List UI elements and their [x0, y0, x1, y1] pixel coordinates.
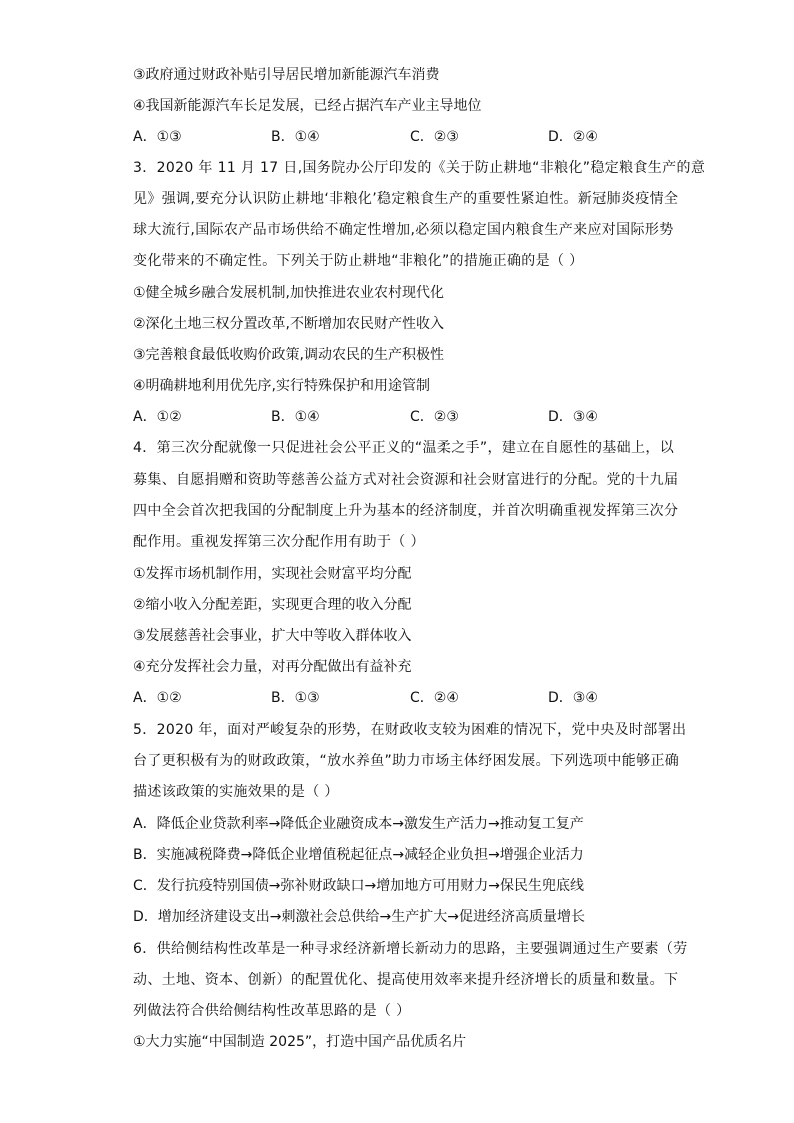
answer-options [133, 127, 673, 147]
option-c[interactable]: C．②③ [410, 129, 459, 145]
statement-item: ①发挥市场机制作用，实现社会财富平均分配 [133, 566, 412, 582]
question-stem: 4．第三次分配就像一只促进社会公平正义的“温柔之手”，建立在自愿性的基础上，以 [133, 440, 675, 456]
answer-options [133, 688, 673, 708]
option-d[interactable]: D．②④ [548, 129, 598, 145]
question-stem: 6．供给侧结构性改革是一种寻求经济新增长新动力的思路，主要强调通过生产要素（劳 [133, 941, 688, 957]
choice-c[interactable]: C．发行抗疫特别国债→弥补财政缺口→增加地方可用财力→保民生兜底线 [133, 878, 584, 894]
question-stem: 描述该政策的实施效果的是（ ） [133, 784, 339, 800]
statement-item: ③完善粮食最低收购价政策,调动农民的生产积极性 [133, 347, 444, 363]
option-b[interactable]: B．①④ [271, 409, 320, 425]
statement-item: ④明确耕地利用优先序,实行特殊保护和用途管制 [133, 378, 430, 394]
statement-item: ④充分发挥社会力量，对再分配做出有益补充 [133, 659, 412, 675]
statement-item: ②缩小收入分配差距，实现更合理的收入分配 [133, 597, 412, 613]
option-a[interactable]: A．①② [133, 690, 182, 706]
answer-options [133, 407, 673, 427]
question-stem: 台了更积极有为的财政政策，“放水养鱼”助力市场主体纾困发展。下列选项中能够正确 [133, 753, 680, 769]
statement-item: ①大力实施“中国制造 2025”，打造中国产品优质名片 [133, 1034, 467, 1050]
question-stem: 配作用。重视发挥第三次分配作用有助于（ ） [133, 534, 425, 550]
option-d[interactable]: D．③④ [548, 409, 598, 425]
question-stem: 5．2020 年，面对严峻复杂的形势，在财政收支较为困难的情况下，党中央及时部署出 [133, 722, 687, 738]
statement-item: ③发展慈善社会事业，扩大中等收入群体收入 [133, 628, 412, 644]
option-c[interactable]: C．②④ [410, 690, 459, 706]
question-stem: 变化带来的不确定性。下列关于防止耕地“非粮化”的措施正确的是（ ） [133, 253, 584, 269]
choice-b[interactable]: B．实施减税降费→降低企业增值税起征点→减轻企业负担→增强企业活力 [133, 847, 584, 863]
option-b[interactable]: B．①④ [271, 129, 320, 145]
choice-d[interactable]: D．增加经济建设支出→刺激社会总供给→生产扩大→促进经济高质量增长 [133, 909, 585, 925]
question-stem: 募集、自愿捐赠和资助等慈善公益方式对社会资源和社会财富进行的分配。党的十九届 [133, 472, 679, 488]
question-stem: 列做法符合供给侧结构性改革思路的是（ ） [133, 1003, 411, 1019]
choice-a[interactable]: A．降低企业贷款利率→降低企业融资成本→激发生产活力→推动复工复产 [133, 816, 584, 832]
option-a[interactable]: A．①③ [133, 129, 182, 145]
question-stem: 球大流行,国际农产品市场供给不确定性增加,必须以稳定国内粮食生产来应对国际形势 [133, 222, 674, 238]
statement-item: ④我国新能源汽车长足发展，已经占据汽车产业主导地位 [133, 98, 482, 114]
option-b[interactable]: B．①③ [271, 690, 320, 706]
question-stem: 见》强调,要充分认识防止耕地‘非粮化’稳定粮食生产的重要性紧迫性。新冠肺炎疫情全 [133, 191, 679, 207]
question-stem: 四中全会首次把我国的分配制度上升为基本的经济制度，并首次明确重视发挥第三次分 [133, 503, 679, 519]
option-a[interactable]: A．①② [133, 409, 182, 425]
question-stem: 动、土地、资本、创新）的配置优化、提高使用效率来提升经济增长的质量和数量。下 [133, 972, 679, 988]
statement-item: ②深化土地三权分置改革,不断增加农民财产性收入 [133, 316, 444, 332]
option-c[interactable]: C．②③ [410, 409, 459, 425]
question-stem: 3．2020 年 11 月 17 日,国务院办公厅印发的《关于防止耕地“非粮化”稳定粮食生产的意 [133, 160, 706, 176]
option-d[interactable]: D．③④ [548, 690, 598, 706]
statement-item: ③政府通过财政补贴引导居民增加新能源汽车消费 [133, 67, 440, 83]
statement-item: ①健全城乡融合发展机制,加快推进农业农村现代化 [133, 285, 444, 301]
